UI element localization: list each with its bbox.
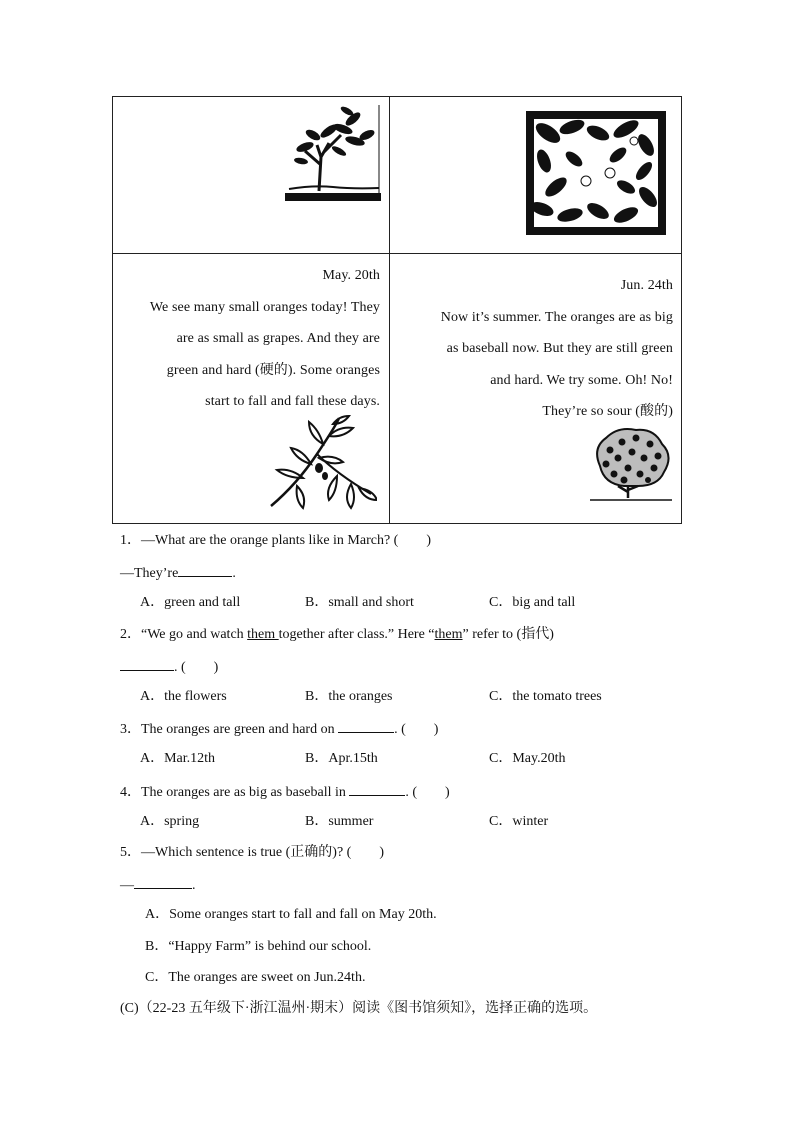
diary-date: May. 20th: [322, 268, 380, 283]
question-1-answer: —They’re .: [120, 562, 236, 584]
orange-branch-illustration: [267, 414, 377, 514]
stem-text: 4．The oranges are as big as baseball in: [120, 785, 346, 800]
answer-blank[interactable]: [120, 656, 174, 671]
fruit-tree-illustration: [588, 426, 674, 506]
question-2: [120, 625, 554, 645]
q1-option-a[interactable]: A．green and tall: [140, 595, 241, 610]
q1-option-c[interactable]: C．big and tall: [489, 595, 576, 610]
section-c-heading: (C)（22-23 五年级下·浙江温州·期末）阅读《图书馆须知》，选择正确的选项。: [120, 1001, 598, 1016]
q4-option-a[interactable]: A．spring: [140, 814, 200, 829]
q5-option-c[interactable]: C．The oranges are sweet on Jun.24th.: [145, 970, 366, 985]
diary-line: green and hard (硬的). Some oranges: [166, 362, 380, 378]
diary-may: [118, 260, 380, 418]
diary-table: [112, 96, 682, 524]
question-5: 5．—Which sentence is true (正确的)? ( ): [120, 845, 384, 860]
diary-june: [403, 270, 673, 428]
orange-tree-illustration: [283, 105, 383, 205]
answer-blank[interactable]: [178, 562, 232, 577]
stem-text: ” refer to (指代): [462, 627, 554, 642]
diary-line: are as small as grapes. And they are: [176, 331, 380, 346]
q3-option-c[interactable]: C．May.20th: [489, 751, 566, 766]
q2-option-b[interactable]: B．the oranges: [305, 689, 393, 704]
question-4: [120, 781, 450, 803]
q5-option-b[interactable]: B．“Happy Farm” is behind our school.: [145, 939, 372, 954]
answer-prefix: —They’re: [120, 566, 179, 581]
question-1: 1．—What are the orange plants like in March? ( ): [120, 533, 432, 548]
diary-line: Now it’s summer. The oranges are as big: [440, 309, 673, 325]
q2-option-a[interactable]: A．the flowers: [140, 689, 227, 704]
question-3: [120, 718, 438, 740]
orange-blossom-illustration: [526, 111, 666, 235]
q5-option-a[interactable]: A．Some oranges start to fall and fall on May 20th.: [145, 907, 437, 922]
q3-option-a[interactable]: A．Mar.12th: [140, 751, 216, 766]
stem-text: . ( ): [174, 660, 219, 675]
answer-blank[interactable]: [338, 718, 394, 733]
stem-text: . ( ): [405, 785, 450, 800]
cell-june-diary: [390, 254, 682, 524]
cell-april-flowers: [390, 97, 682, 253]
stem-text: . ( ): [394, 722, 439, 737]
diary-line: start to fall and fall these days.: [205, 394, 380, 409]
q4-option-b[interactable]: B．summer: [305, 814, 374, 829]
stem-text: together after class.” Here “: [278, 627, 435, 642]
q3-option-b[interactable]: B．Apr.15th: [305, 751, 378, 766]
stem-text: 3．The oranges are green and hard on: [120, 722, 335, 737]
q2-option-c[interactable]: C．the tomato trees: [489, 689, 602, 704]
diary-date: Jun. 24th: [620, 278, 673, 293]
answer-blank[interactable]: [349, 781, 405, 796]
cell-march-tree: [113, 97, 389, 253]
answer-prefix: —: [120, 878, 134, 893]
diary-line: and hard. We try some. Oh! No!: [490, 372, 673, 388]
underlined-word: them: [434, 627, 463, 642]
q1-option-b[interactable]: B．small and short: [305, 595, 414, 610]
answer-blank[interactable]: [134, 874, 192, 889]
question-2-line2: [120, 656, 218, 678]
underlined-word: them: [247, 627, 279, 642]
diary-line: They’re so sour (酸的): [542, 404, 673, 419]
cell-may-diary: [113, 254, 389, 524]
q4-option-c[interactable]: C．winter: [489, 814, 549, 829]
stem-text: 2．“We go and watch: [120, 627, 248, 642]
question-5-answer: — .: [120, 874, 196, 896]
diary-line: We see many small oranges today! They: [149, 299, 380, 315]
diary-line: as baseball now. But they are still green: [446, 341, 673, 356]
